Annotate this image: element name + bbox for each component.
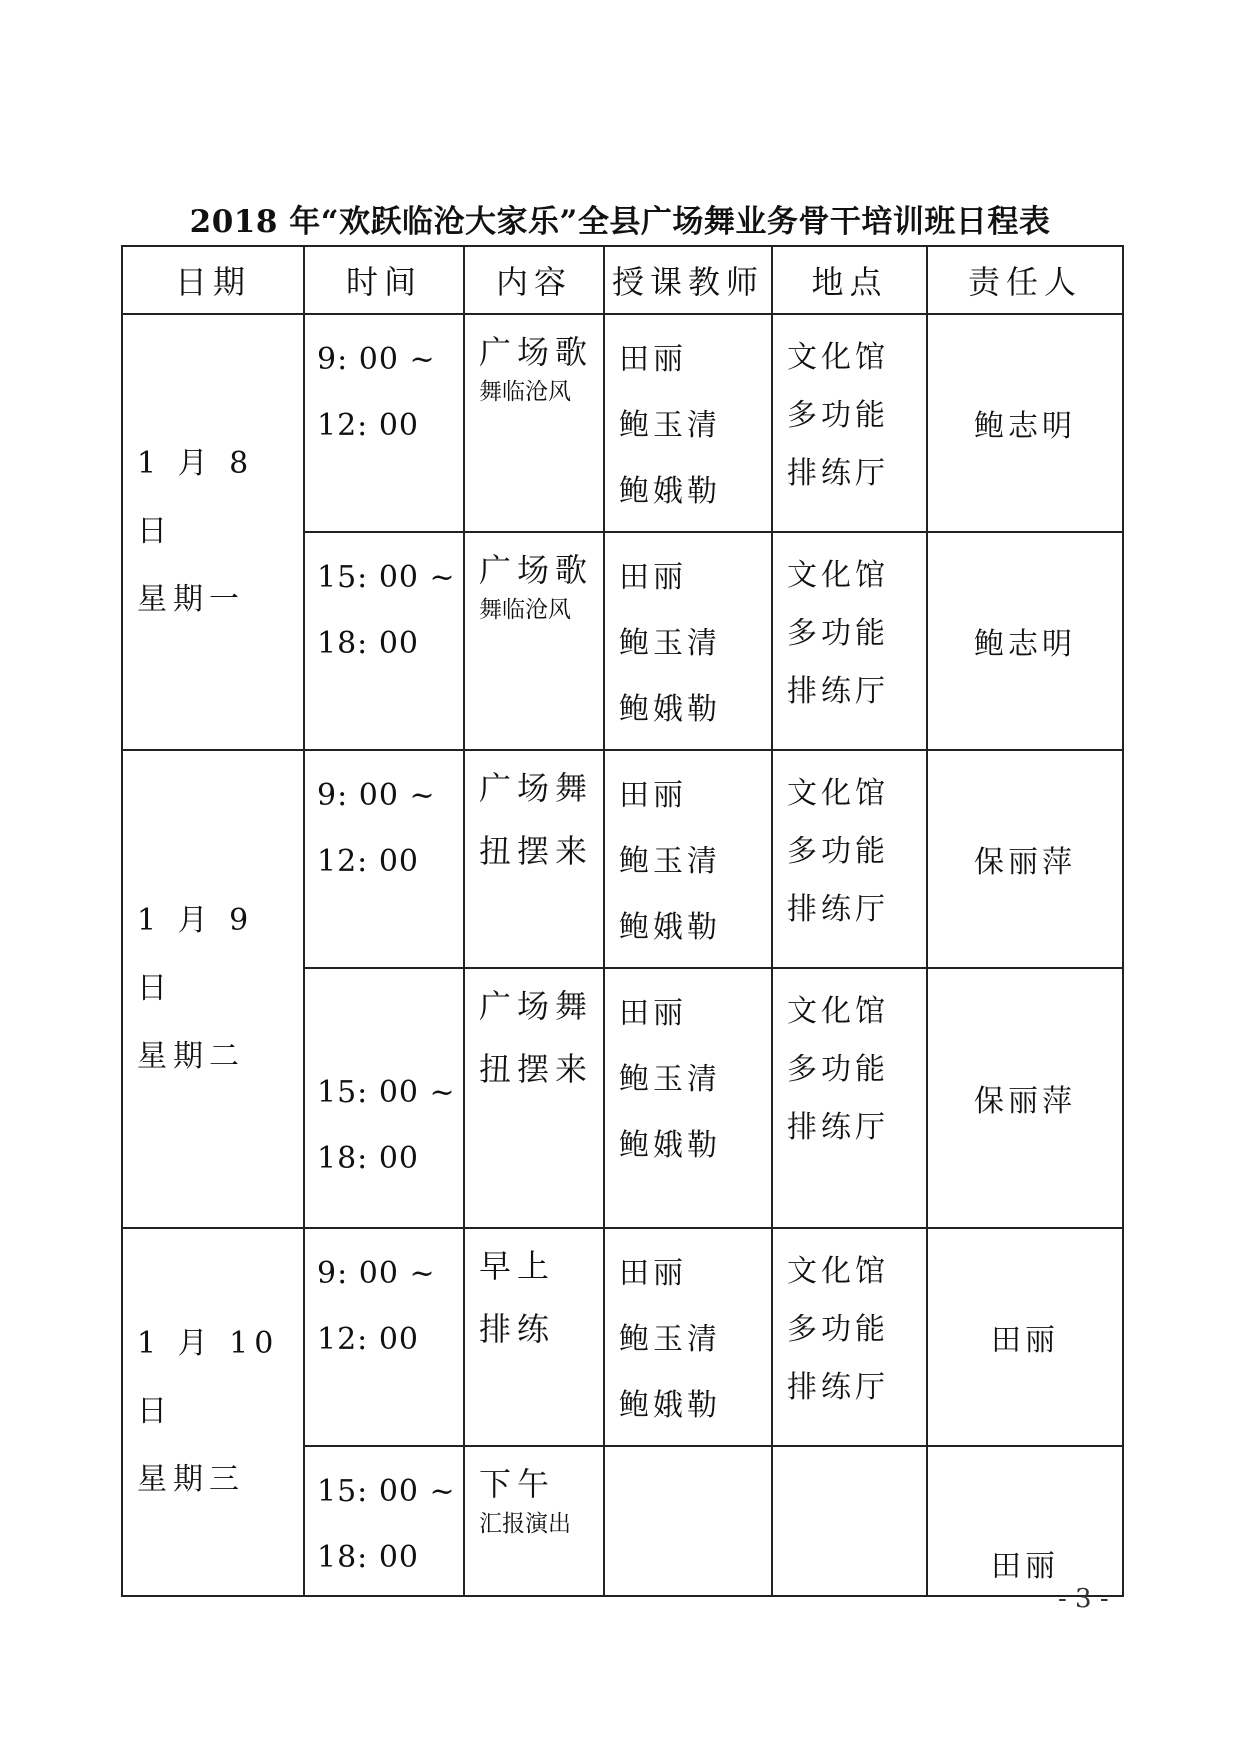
content-cell bbox=[464, 1446, 604, 1596]
teacher-cell bbox=[604, 1228, 772, 1446]
person-cell: 保丽萍 bbox=[927, 750, 1123, 968]
teacher-cell bbox=[604, 750, 772, 968]
schedule-table bbox=[121, 245, 1124, 1597]
time-end: 18: 00 bbox=[317, 1540, 419, 1575]
place-line: 排练厅 bbox=[787, 892, 889, 927]
date-text: 1 月 10 日 bbox=[137, 1326, 280, 1429]
time-end: 18: 00 bbox=[317, 626, 419, 661]
header-date: 日期 bbox=[122, 246, 304, 314]
teacher-cell bbox=[604, 1446, 772, 1596]
teacher-name: 鲍娥勒 bbox=[619, 1388, 721, 1423]
teacher-cell bbox=[604, 314, 772, 532]
content-cell bbox=[464, 968, 604, 1228]
header-content: 内容 bbox=[464, 246, 604, 314]
header-place: 地点 bbox=[772, 246, 927, 314]
person-cell: 鲍志明 bbox=[927, 532, 1123, 750]
content-line1: 广场歌 bbox=[479, 333, 594, 371]
content-line2: 汇报演出 bbox=[479, 1511, 571, 1537]
time-end: 12: 00 bbox=[317, 844, 419, 879]
time-cell bbox=[304, 968, 464, 1228]
teacher-name: 鲍玉清 bbox=[619, 844, 721, 879]
place-line: 多功能 bbox=[787, 1052, 889, 1087]
time-end: 18: 00 bbox=[317, 1141, 419, 1176]
teacher-name: 鲍娥勒 bbox=[619, 474, 721, 509]
place-line: 文化馆 bbox=[787, 558, 889, 593]
content-line2: 扭摆来 bbox=[479, 1050, 594, 1088]
teacher-name: 田丽 bbox=[619, 1256, 687, 1291]
teacher-name: 田丽 bbox=[619, 560, 687, 595]
table-row bbox=[122, 750, 1123, 968]
place-cell bbox=[772, 532, 927, 750]
place-line: 多功能 bbox=[787, 834, 889, 869]
place-line: 文化馆 bbox=[787, 776, 889, 811]
teacher-name: 田丽 bbox=[619, 342, 687, 377]
content-cell bbox=[464, 750, 604, 968]
date-cell bbox=[122, 1228, 304, 1596]
time-cell bbox=[304, 314, 464, 532]
table-row bbox=[122, 314, 1123, 532]
table-header-row bbox=[122, 246, 1123, 314]
place-cell bbox=[772, 750, 927, 968]
header-teacher: 授课教师 bbox=[604, 246, 772, 314]
place-line: 文化馆 bbox=[787, 994, 889, 1029]
time-cell bbox=[304, 1446, 464, 1596]
place-line: 文化馆 bbox=[787, 340, 889, 375]
date-cell bbox=[122, 750, 304, 1228]
content-cell bbox=[464, 532, 604, 750]
place-line: 排练厅 bbox=[787, 1110, 889, 1145]
place-line: 多功能 bbox=[787, 398, 889, 433]
place-line: 排练厅 bbox=[787, 456, 889, 491]
time-cell bbox=[304, 1228, 464, 1446]
content-cell bbox=[464, 314, 604, 532]
teacher-name: 鲍玉清 bbox=[619, 1062, 721, 1097]
teacher-name: 鲍娥勒 bbox=[619, 1128, 721, 1163]
content-line1: 广场舞 bbox=[479, 987, 594, 1025]
date-text: 1 月 8 日 bbox=[137, 446, 255, 549]
content-line1: 早上 bbox=[479, 1247, 556, 1285]
page-number: - 3 - bbox=[1058, 1584, 1109, 1614]
time-start: 15: 00 ~ bbox=[317, 560, 456, 595]
content-line2: 扭摆来 bbox=[479, 832, 594, 870]
time-cell bbox=[304, 532, 464, 750]
header-time: 时间 bbox=[304, 246, 464, 314]
place-line: 多功能 bbox=[787, 1312, 889, 1347]
content-line1: 广场舞 bbox=[479, 769, 594, 807]
time-start: 9: 00 ~ bbox=[317, 778, 436, 813]
teacher-cell bbox=[604, 968, 772, 1228]
place-line: 排练厅 bbox=[787, 1370, 889, 1405]
time-start: 15: 00 ~ bbox=[317, 1075, 456, 1110]
table-row bbox=[122, 1228, 1123, 1446]
place-line: 多功能 bbox=[787, 616, 889, 651]
teacher-name: 田丽 bbox=[619, 996, 687, 1031]
place-line: 排练厅 bbox=[787, 674, 889, 709]
place-cell bbox=[772, 1446, 927, 1596]
teacher-name: 田丽 bbox=[619, 778, 687, 813]
person-cell: 田丽 bbox=[927, 1446, 1123, 1596]
teacher-name: 鲍玉清 bbox=[619, 408, 721, 443]
time-start: 9: 00 ~ bbox=[317, 1256, 436, 1291]
place-cell bbox=[772, 968, 927, 1228]
place-cell bbox=[772, 314, 927, 532]
weekday-text: 星期三 bbox=[137, 1462, 245, 1497]
time-end: 12: 00 bbox=[317, 1322, 419, 1357]
person-cell: 田丽 bbox=[927, 1228, 1123, 1446]
content-cell bbox=[464, 1228, 604, 1446]
person-cell: 保丽萍 bbox=[927, 968, 1123, 1228]
weekday-text: 星期二 bbox=[137, 1039, 245, 1074]
teacher-cell bbox=[604, 532, 772, 750]
place-cell bbox=[772, 1228, 927, 1446]
teacher-name: 鲍娥勒 bbox=[619, 692, 721, 727]
content-line1: 下午 bbox=[479, 1465, 556, 1503]
content-line2: 舞临沧风 bbox=[479, 597, 571, 623]
teacher-name: 鲍玉清 bbox=[619, 1322, 721, 1357]
time-end: 12: 00 bbox=[317, 408, 419, 443]
time-start: 9: 00 ~ bbox=[317, 342, 436, 377]
time-cell bbox=[304, 750, 464, 968]
content-line1: 广场歌 bbox=[479, 551, 594, 589]
content-line2: 排练 bbox=[479, 1310, 556, 1348]
person-cell: 鲍志明 bbox=[927, 314, 1123, 532]
content-line2: 舞临沧风 bbox=[479, 379, 571, 405]
date-cell bbox=[122, 314, 304, 750]
date-text: 1 月 9 日 bbox=[137, 903, 255, 1006]
place-line: 文化馆 bbox=[787, 1254, 889, 1289]
teacher-name: 鲍玉清 bbox=[619, 626, 721, 661]
time-start: 15: 00 ~ bbox=[317, 1474, 456, 1509]
document-title: 2018 年“欢跃临沧大家乐”全县广场舞业务骨干培训班日程表 bbox=[189, 204, 1051, 240]
weekday-text: 星期一 bbox=[137, 582, 245, 617]
header-person: 责任人 bbox=[927, 246, 1123, 314]
teacher-name: 鲍娥勒 bbox=[619, 910, 721, 945]
